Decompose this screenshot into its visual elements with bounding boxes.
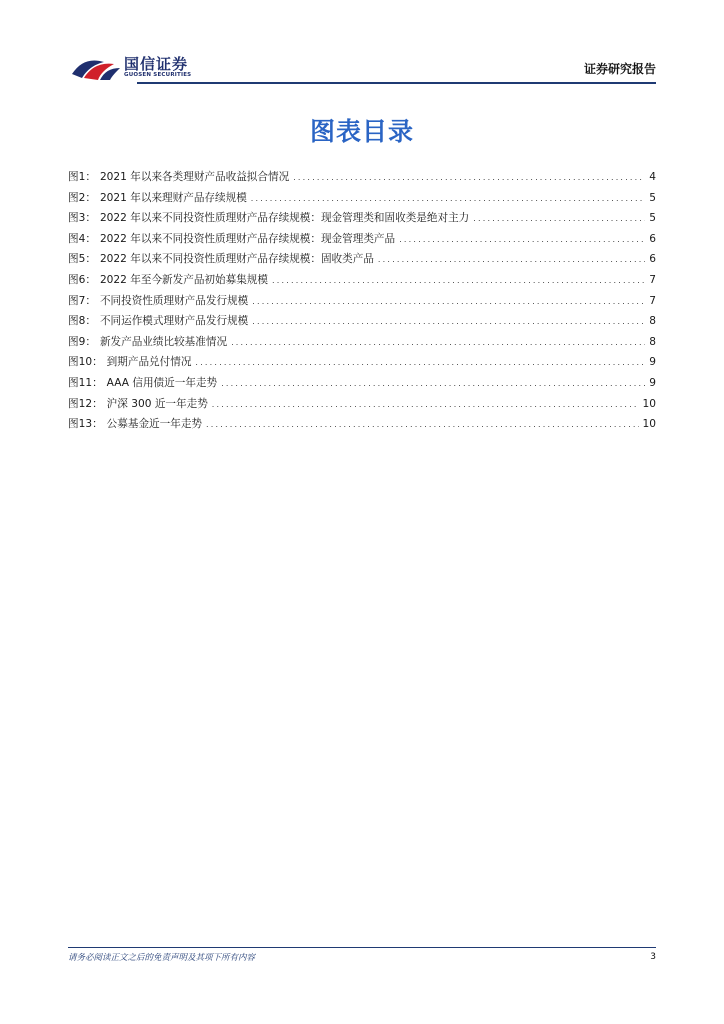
toc-entry-title: 新发产品业绩比较基准情况: [99, 335, 228, 348]
toc-entry[interactable]: [68, 291, 656, 312]
toc-entry-page: 8: [649, 315, 656, 328]
toc-leader-dots: [206, 415, 639, 436]
toc-entry-page: 7: [649, 294, 656, 307]
toc-entry-page: 6: [649, 232, 656, 245]
toc-entry-page: 4: [649, 171, 656, 183]
guosen-logo-icon: [70, 52, 122, 82]
toc-entry-label: 图10：: [68, 356, 103, 369]
toc-leader-dots: [272, 271, 645, 292]
guosen-logo: [68, 50, 208, 84]
footer-disclaimer: 请务必阅读正文之后的免责声明及其项下所有内容: [68, 953, 256, 963]
page-number: 3: [650, 952, 656, 962]
toc-entry-page: 9: [649, 356, 656, 369]
toc-entry-page: 9: [649, 376, 656, 389]
toc-entry-page: 10: [642, 418, 656, 431]
footer-divider: [68, 947, 656, 948]
toc-entry-label: 图6：: [68, 273, 96, 286]
toc-entry-title: 2022 年以来不同投资性质理财产品存续规模：现金管理类产品: [99, 232, 396, 245]
toc-entry-title: AAA 信用债近一年走势: [106, 376, 218, 389]
figure-list: [68, 167, 656, 435]
page-header: [68, 50, 656, 84]
toc-entry[interactable]: [68, 352, 656, 373]
toc-entry-label: 图5：: [68, 253, 96, 266]
toc-entry[interactable]: [68, 188, 656, 209]
toc-entry-label: 图1：: [68, 171, 96, 183]
toc-entry-label: 图9：: [68, 335, 96, 348]
toc-leader-dots: [195, 353, 645, 374]
toc-entry-label: 图8：: [68, 315, 96, 328]
toc-entry-title: 2022 年以来不同投资性质理财产品存续规模：现金管理类和固收类是绝对主力: [99, 212, 470, 225]
toc-entry[interactable]: [68, 373, 656, 394]
toc-entry-label: 图11：: [68, 376, 103, 389]
toc-leader-dots: [231, 333, 645, 354]
toc-leader-dots: [399, 230, 645, 251]
toc-leader-dots: [473, 209, 645, 230]
toc-entry-label: 图4：: [68, 232, 96, 245]
toc-entry[interactable]: [68, 229, 656, 250]
toc-entry-page: 10: [642, 397, 656, 410]
toc-entry-label: 图7：: [68, 294, 96, 307]
toc-entry-page: 6: [649, 253, 656, 266]
page-title: 图表目录: [309, 117, 414, 146]
toc-entry-page: 8: [649, 335, 656, 348]
toc-leader-dots: [293, 168, 645, 189]
toc-entry-label: 图13：: [68, 418, 103, 431]
logo-english-name: GUOSEN SECURITIES: [124, 72, 192, 78]
toc-entry-title: 2021 年以来理财产品存续规模: [99, 191, 247, 204]
toc-entry-title: 到期产品兑付情况: [106, 356, 192, 369]
toc-entry[interactable]: [68, 167, 656, 188]
toc-entry[interactable]: [68, 414, 656, 435]
toc-leader-dots: [252, 292, 645, 313]
toc-entry-title: 公募基金近一年走势: [106, 418, 203, 431]
toc-entry-page: 5: [649, 212, 656, 225]
toc-leader-dots: [251, 189, 645, 210]
toc-entry-title: 2021 年以来各类理财产品收益拟合情况: [99, 171, 290, 183]
toc-entry[interactable]: [68, 311, 656, 332]
toc-entry-title: 2022 年至今新发产品初始募集规模: [99, 273, 268, 286]
toc-entry[interactable]: [68, 249, 656, 270]
toc-entry-page: 7: [649, 273, 656, 286]
toc-entry[interactable]: [68, 270, 656, 291]
toc-entry[interactable]: [68, 208, 656, 229]
toc-leader-dots: [378, 250, 645, 271]
header-divider: [137, 82, 656, 84]
toc-leader-dots: [221, 374, 645, 395]
toc-entry[interactable]: [68, 394, 656, 415]
report-type-label: 证券研究报告: [583, 62, 656, 76]
toc-entry-title: 不同运作模式理财产品发行规模: [99, 315, 249, 328]
toc-entry-label: 图2：: [68, 191, 96, 204]
toc-entry-title: 沪深 300 近一年走势: [106, 397, 208, 410]
toc-entry-page: 5: [649, 191, 656, 204]
toc-entry-label: 图12：: [68, 397, 103, 410]
toc-entry-label: 图3：: [68, 212, 96, 225]
toc-leader-dots: [212, 395, 639, 416]
logo-chinese-name: 国信证券: [124, 55, 189, 73]
toc-entry-title: 不同投资性质理财产品发行规模: [99, 294, 249, 307]
toc-leader-dots: [252, 312, 645, 333]
toc-entry-title: 2022 年以来不同投资性质理财产品存续规模：固收类产品: [99, 253, 374, 266]
toc-entry[interactable]: [68, 332, 656, 353]
